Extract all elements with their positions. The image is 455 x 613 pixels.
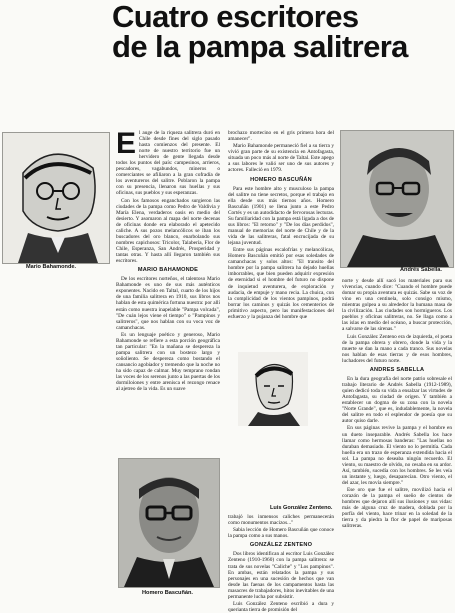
col2-paragraph-8: Luis González Zenteno escribió a dura y querianta tierra de promisión del	[228, 600, 334, 613]
headline	[112, 2, 452, 62]
portrait-andres-sabella	[340, 130, 454, 268]
col2-paragraph-5: trabajó los inmensos caliches permanecerán como monumentos macizos..."	[228, 514, 334, 527]
column-2-lower	[228, 514, 334, 613]
col3-paragraph-1: norte y desde allí sacó los materiales para sus vivencias, cuando dice: "Cuando el hombre puede domar su propia aventura es quizás. Sabe su voz de vino en una centinela, solo consigo mismo, mientras golpea a su alrededor la humana masa de la civilización. Las ciudades son hormigueros. Los pueblos y oficinas salitreras, no. Se llaga como a las islas en medio del océano, a buscar protección, a salvarse de las sirenas."	[342, 278, 452, 333]
subhead-mario-bahamonde: MARIO BAHAMONDE	[137, 267, 199, 274]
col2-paragraph-4: Entre sus páginas escalofrías y melancólicas, Homero Bascuñán emitió por esas soledades de camanchacas y solos altos: "El transito del hombre por la pampa salitrera ha dejado huellas imborrables, que bien pueden adquirir expresión de eternidad si el hombre del futuro no dispone de inquietud aventurera, de exploración y audacia, de empuje y mano recia. La chuica, con la complicidad de los vientos pampinos, podrá borrar los caminos y quizás los cementerios de primitivo aspecto, pero las manifestaciones del esfuerzo y la pujanza del hombre que	[228, 247, 334, 320]
col2-paragraph-1: brochazo mortecino en el gris primera hora del amanecer".	[228, 130, 334, 143]
caption-andres: Andrés Sabella.	[400, 267, 442, 273]
col1-paragraph-3: De los escritores norteños, el talentoso Mario Bahamonde es uno de sus más auténticos exponentes. Nacido en Taltal, cuarto de los hijos de una familia salitrera en 1910, sus libros nos hablan de esta quimérica fortuna nuestra: por allí están como nuestra inapelable "Pampa volcada", "De cuán lejos viene el tiempo" o "Pampinos y salitreros", que nos hablan con su voca voz de camanchacas.	[116, 276, 220, 331]
col2-paragraph-3: Para este hombre alto y musculoso la pampa del salitre no tiene secretos, porque el trabajo en ella desde sus más tiernos años. Homero Bascuñán (1901) se llena junto a este Pedro Cortés y es un autodidacto de fervorosas lecturas. Su familiaridad con la pampa está ligada a dos de sus libros: "El retorno" y "De los días perdidos", manual de memorias del norte de Chile y de la vida de las salitreras, fatal encrucijada de su lejana juventud.	[228, 185, 334, 246]
portrait-mario-bahamonde	[2, 132, 110, 264]
col2-paragraph-7: Dos libros identifican al escritor Luis González Zenteno (1910-1960) con la pampa salitrera: se trata de sus novelas "Caliche" y "Los pampinos". En ambas, están relatados la pampa y sus personajes en una sucesión de hechos que van desde las faenas de los campamentos hasta las masacres de trabajadores, hitos inevitables de una permanente lucha por subsistir.	[228, 551, 334, 600]
col3-paragraph-4: En sus páginas revive la pampa y el hombre en un dueto inseparable. Andrés Sabella los hace llamar como hermosas banderas: "Las huellas no duraban demasiado. El viento no lo permitía. Cada huella era un trazo de esperanza extendida hacia el sol. La pampa no deseaba ningún recuerdo. El viento, su maestro de olvido, no cesaba en su ardor. Así, también, sucedía con los hombres. Se les veía un instante y, luego, desaparecían. Otro viento, el del azar, les movía siempre."	[342, 425, 452, 486]
headline-line-1: Cuatro escritores	[112, 0, 359, 34]
col2-paragraph-2: Mario Bahamonde permaneció fiel a su tierra y vivió gran parte de su existencia en Antofagasta, situada un poco más al norte de Taltal. Este apego a sus labores le valió ser uno de sus autores y actores. Falleció en 1979.	[228, 143, 334, 174]
subhead-homero-bascunan: HOMERO BASCUÑÁN	[250, 176, 312, 183]
subhead-andres-sabella: ANDRES SABELLA	[369, 366, 425, 373]
caption-homero: Homero Bascuñán.	[142, 590, 193, 596]
dropcap-letter: E	[116, 127, 137, 160]
col1-intro: l auge de la riqueza salitrera duró en Chile desde fines del siglo pasado hasta comienzos del presente. El norte de nuestro territorio fue un hervidero de gente llegada desde todos los puntos del país: campesinos, arrieros, pescadores, vagabundos, mineros o comerciantes se afiliaron a la gran cofradía de los aventureros del salitre. Poblaron la pampa con su presencia, llenaron sus huellas y sus oficinas, sus pueblos y sus esperanzas.	[116, 130, 220, 197]
col3-paragraph-2: Luis González Zenteno era de izquierda, el poeta de la pampa obrera y obrero, donde la vida y la muerte se dan la mano a cada tranco. Sus novelas nos hablan de esas tierras y de esos hombres, luchadores del futuro norte.	[342, 333, 452, 364]
col3-paragraph-5: Ese oro que fue el salitre, movilizó hacia el corazón de la pampa el sueño de cientos de hombres que dejaron allí sus ilusiones y sus vidas: más de alguna cruz de madera, doblada por la porfía del viento, hace trinar en la soledad de la tierra y da piedra la flor de papel de mariposas salitreras.	[342, 487, 452, 530]
col1-paragraph-4: Es un lenguaje poético y generoso, Mario Bahamonde se refiere a esta porción geográfica tan particular: "En la mañana se despereza la pampa salitrera con un bostezo largo y soñoliento. Se despereza como bostando el cansancio agobiador y tremendo que la noche no ha sido capaz de calmar. Muy temprano rondan las voces de los serenos junto a las puertas de los dormiloiones y entre arenisca el rezongo renace al ajetreo de la vida. Es un suave	[116, 331, 220, 393]
headline-line-2: de la pampa salitrera	[112, 29, 408, 64]
caption-luis: Luis González Zenteno.	[270, 505, 333, 511]
subhead-gonzalez-zenteno: GONZÁLEZ ZENTENO	[249, 542, 313, 549]
portrait-luis-gonzalez-zenteno	[238, 352, 308, 426]
portrait-homero-bascunan	[118, 458, 220, 588]
col1-paragraph-2: Con los famosos enganchados surgieron las ciudades de la pampa como Pedro de Valdivia y María Elena, verdaderos oasis en medio del desierto. Y asomaron al mapa del norte decenas de oficinas donde era elaborado el apetecido caliche. A sus pozos melancólicos se iban los buscadores del oro blanco, enarbolando sus nombres capichosos: Tricolor, Talabería, Flor de Chile, Esperanza, San Andrés, Prosperidad y tantas otras. Y hasta allí llegaron también sus escritores.	[116, 197, 220, 265]
column-3	[342, 278, 452, 598]
col2-paragraph-6: Sabia lección de Homero Bascuñán que conoce la pampa como a sus manos.	[228, 527, 334, 540]
col3-paragraph-3: En la dura geografía del norte patrio sobresale el trabajo literario de Andrés Sabella (1912-1989), quien dedicó toda su vida a ensalzar las virtudes de Antofagasta, su ciudad de origen. Y también a establecer un dogma de su zona con la novela "Norte Grande", que es, indudablemente, la novela del salitre en todo el esplendor de poesía que su autor quiso darle.	[342, 375, 452, 425]
caption-mario: Mario Bahamonde.	[26, 264, 77, 270]
